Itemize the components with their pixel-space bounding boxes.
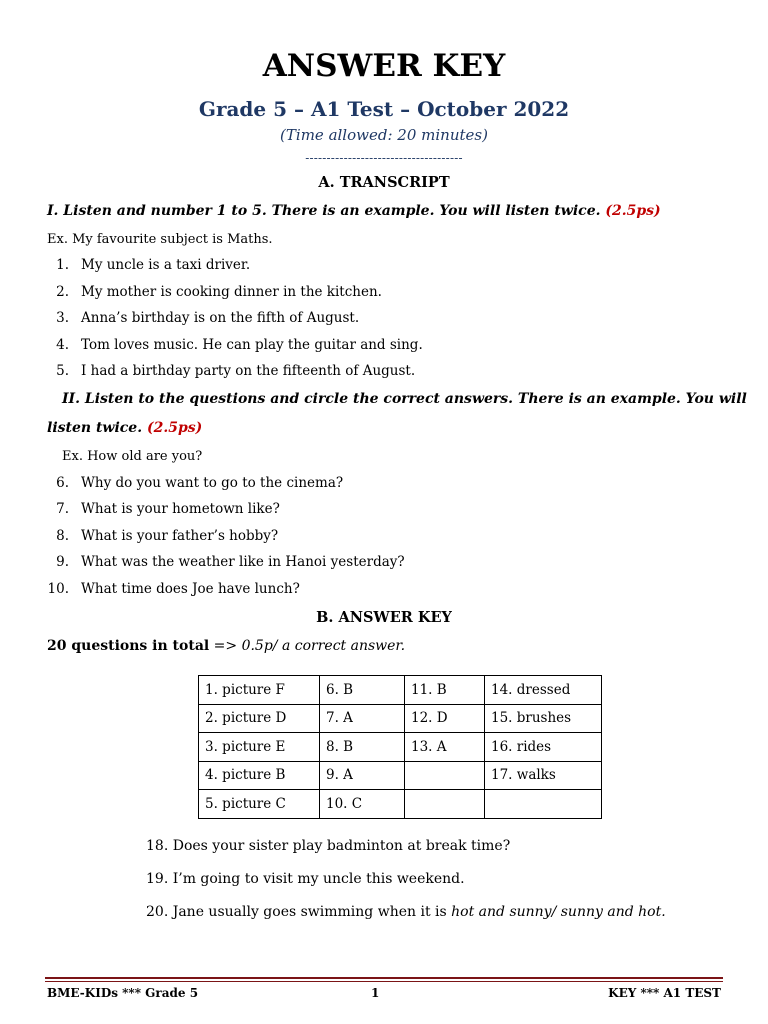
table-cell: 12. D xyxy=(405,704,485,733)
section-a-heading: A. TRANSCRIPT xyxy=(318,174,450,191)
scoring-rule: => 0.5p/ a correct answer. xyxy=(209,638,406,654)
table-cell: 3. picture E xyxy=(199,733,320,762)
list-item: 10. What time does Joe have lunch? xyxy=(47,581,300,597)
table-row xyxy=(199,761,602,790)
table-cell xyxy=(405,761,485,790)
table-cell: 7. A xyxy=(320,704,405,733)
table-cell: 8. B xyxy=(320,733,405,762)
part2-instruction-line2 xyxy=(47,420,202,436)
table-row xyxy=(199,790,602,819)
answer-sentence-20-text: 20. Jane usually goes swimming when it is xyxy=(146,904,452,920)
page-number: 1 xyxy=(371,986,380,1000)
table-cell: 1. picture F xyxy=(199,676,320,705)
table-cell: 6. B xyxy=(320,676,405,705)
list-item: 1. My uncle is a taxi driver. xyxy=(56,257,251,273)
list-item: 5. I had a birthday party on the fifteenth of August. xyxy=(56,363,416,379)
table-cell: 14. dressed xyxy=(485,676,602,705)
table-row xyxy=(199,704,602,733)
list-item: 4. Tom loves music. He can play the guitar and sing. xyxy=(56,337,423,353)
table-cell: 15. brushes xyxy=(485,704,602,733)
table-cell: 10. C xyxy=(320,790,405,819)
table-row xyxy=(199,676,602,705)
table-cell: 17. walks xyxy=(485,761,602,790)
table-cell: 13. A xyxy=(405,733,485,762)
footer-divider-thin xyxy=(45,981,723,982)
answer-sentence-19: 19. I’m going to visit my uncle this weekend. xyxy=(146,871,465,887)
part1-instruction xyxy=(47,203,661,219)
section-b-heading: B. ANSWER KEY xyxy=(316,609,452,626)
list-item: 7. What is your hometown like? xyxy=(56,501,280,517)
part1-instruction-text: I. Listen and number 1 to 5. There is an example. You will listen twice. xyxy=(47,203,601,219)
footer-divider xyxy=(45,977,723,979)
table-cell xyxy=(405,790,485,819)
answer-sentence-20-answer: hot and sunny/ sunny and hot. xyxy=(451,904,666,920)
table-cell: 5. picture C xyxy=(199,790,320,819)
table-row xyxy=(199,733,602,762)
list-item: 8. What is your father’s hobby? xyxy=(56,528,279,544)
scoring-total: 20 questions in total xyxy=(47,638,210,654)
test-subtitle: Grade 5 – A1 Test – October 2022 xyxy=(198,97,570,121)
table-cell: 2. picture D xyxy=(199,704,320,733)
part2-points: (2.5ps) xyxy=(146,420,203,436)
table-cell xyxy=(485,790,602,819)
answer-table xyxy=(198,675,602,819)
scoring-note xyxy=(47,638,405,654)
part2-instruction-line1: II. Listen to the questions and circle the correct answers. There is an example. You will xyxy=(62,391,747,407)
footer-right: KEY *** A1 TEST xyxy=(608,986,721,1000)
footer-left: BME-KIDs *** Grade 5 xyxy=(47,986,199,1000)
table-cell: 9. A xyxy=(320,761,405,790)
list-item: 6. Why do you want to go to the cinema? xyxy=(56,475,344,491)
part1-points: (2.5ps) xyxy=(605,203,661,219)
part1-example: Ex. My favourite subject is Maths. xyxy=(47,232,273,247)
page-title: ANSWER KEY xyxy=(262,48,506,84)
table-cell: 16. rides xyxy=(485,733,602,762)
list-item: 9. What was the weather like in Hanoi yesterday? xyxy=(56,554,405,570)
answer-sentence-20 xyxy=(146,904,666,920)
time-allowed: (Time allowed: 20 minutes) xyxy=(280,126,488,144)
table-cell: 4. picture B xyxy=(199,761,320,790)
list-item: 3. Anna’s birthday is on the fifth of August. xyxy=(56,310,360,326)
part2-example: Ex. How old are you? xyxy=(62,449,203,464)
list-item: 2. My mother is cooking dinner in the kitchen. xyxy=(56,284,382,300)
header-separator: ------------------------------------- xyxy=(305,151,463,165)
part2-instruction-text: listen twice. xyxy=(47,420,143,436)
answer-sentence-18: 18. Does your sister play badminton at break time? xyxy=(146,838,511,854)
table-cell: 11. B xyxy=(405,676,485,705)
